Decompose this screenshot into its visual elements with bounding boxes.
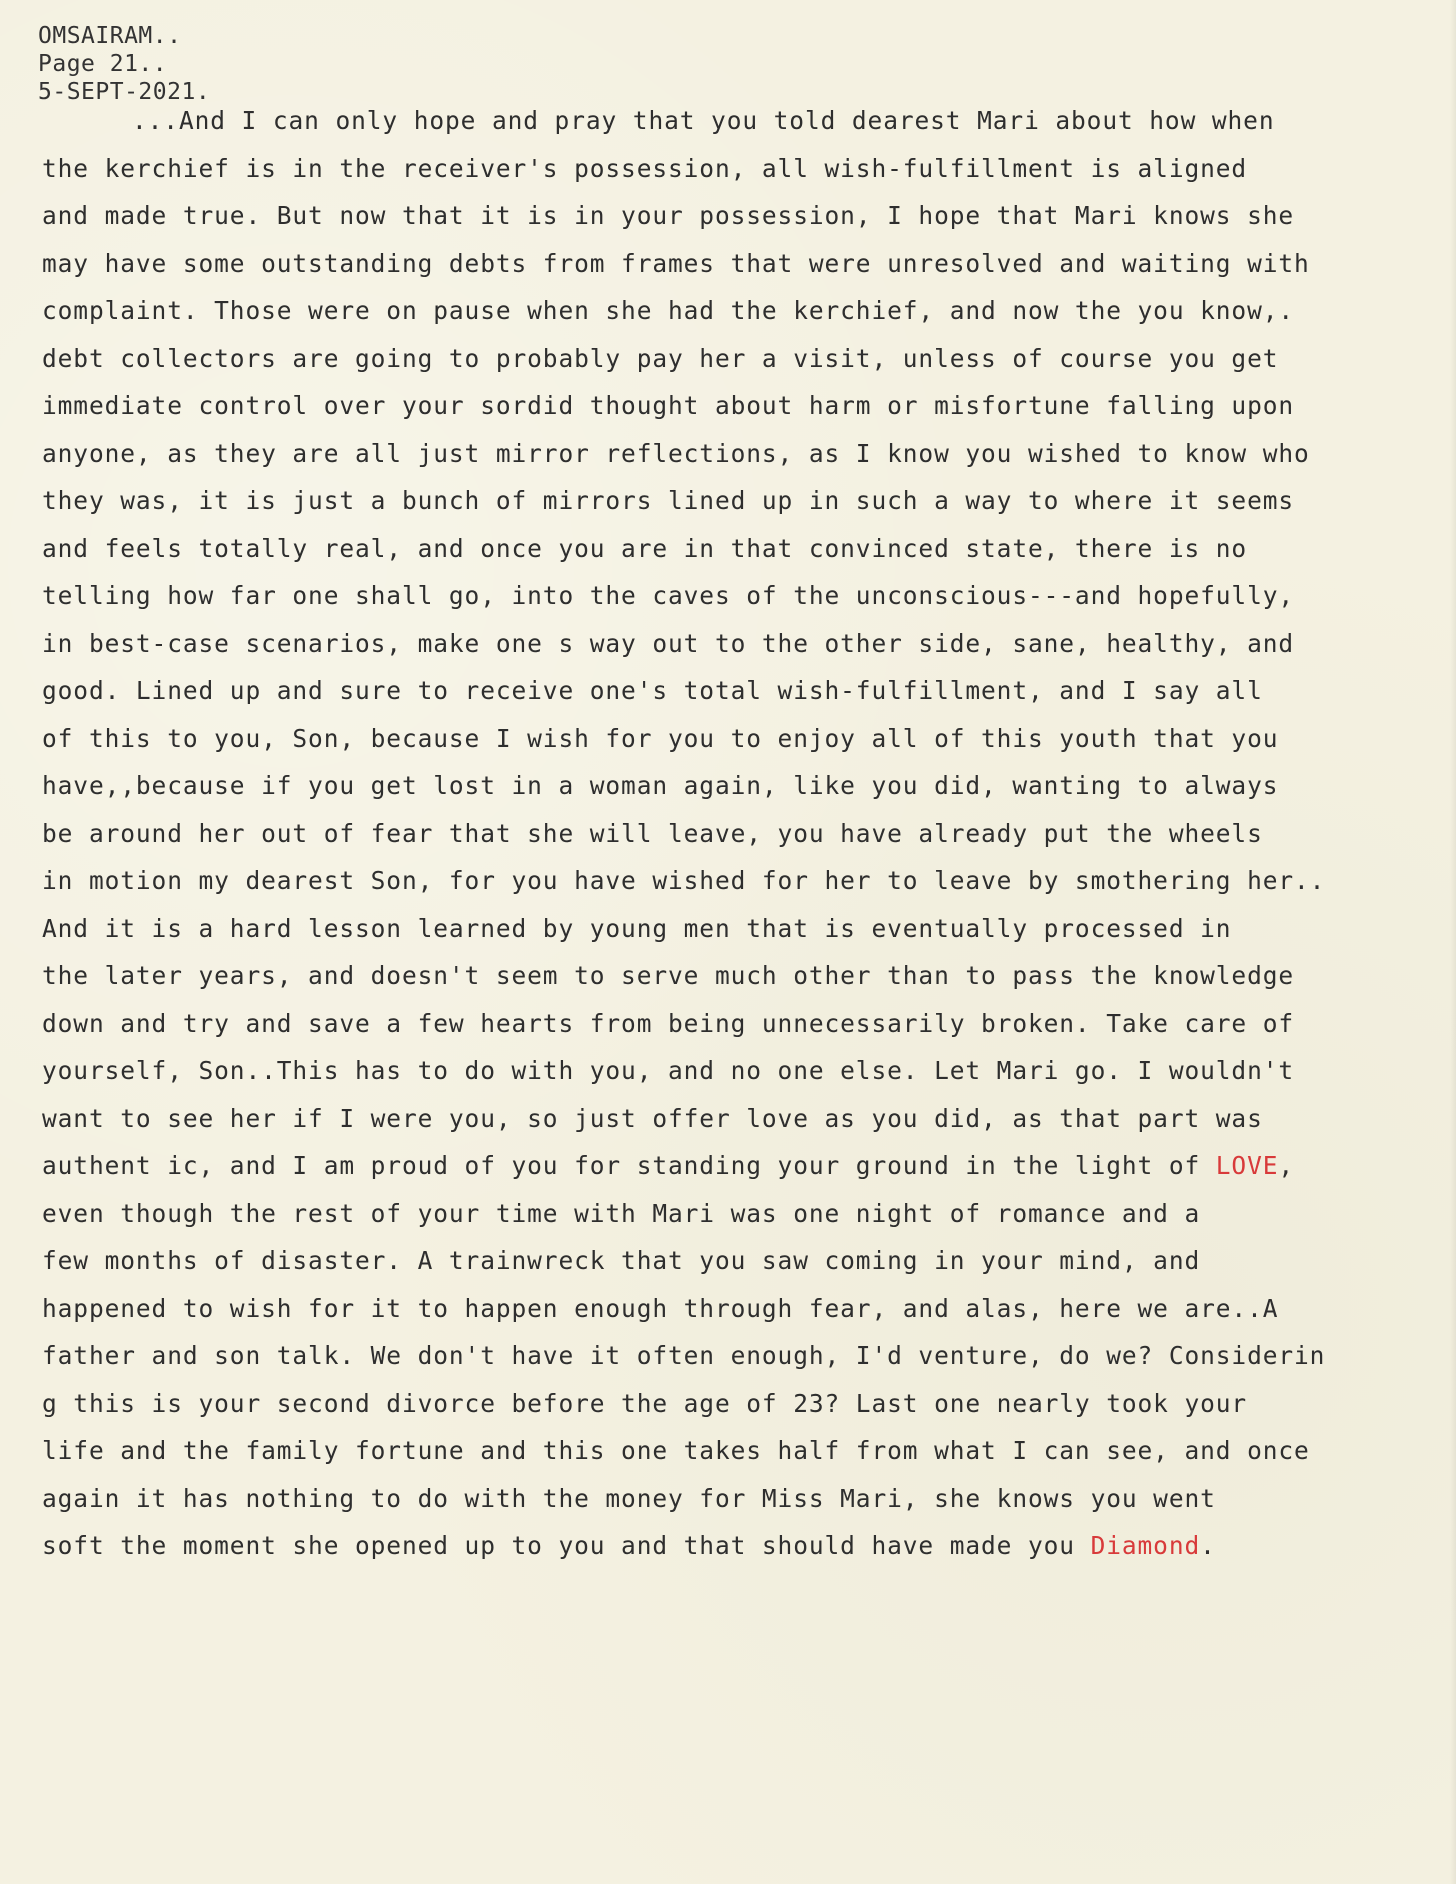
text-line: and made true. But now that it is in your possession, I hope that Mari knows she	[42, 201, 1295, 230]
text-line: be around her out of fear that she will leave, you have already put the wheels	[42, 819, 1263, 848]
text-line: may have some outstanding debts from frames that were unresolved and waiting with	[42, 249, 1310, 278]
header-title: OMSAIRAM..	[38, 23, 182, 49]
text-line-with-red-word	[42, 1151, 1294, 1181]
text-line: g this is your second divorce before the age of 23? Last one nearly took your	[42, 1389, 1248, 1418]
text-segment: .	[1200, 1531, 1216, 1560]
text-line: and feels totally real, and once you are in that convinced state, there is no	[42, 534, 1248, 563]
text-segment: authent ic, and I am proud of you for standing your ground in the light of	[42, 1151, 1216, 1180]
text-line: happened to wish for it to happen enough through fear, and alas, here we are..A	[42, 1294, 1279, 1323]
text-line: father and son talk. We don't have it often enough, I'd venture, do we? Considerin	[42, 1341, 1326, 1370]
text-line: immediate control over your sordid thought about harm or misfortune falling upon	[42, 391, 1295, 420]
text-line: of this to you, Son, because I wish for you to enjoy all of this youth that you	[42, 724, 1279, 753]
text-line: ...And I can only hope and pray that you told dearest Mari about how when	[132, 106, 1275, 135]
red-word-diamond: Diamond	[1090, 1531, 1201, 1560]
text-line: even though the rest of your time with Mari was one night of romance and a	[42, 1199, 1201, 1228]
text-line: have,,because if you get lost in a woman again, like you did, wanting to always	[42, 771, 1279, 800]
text-line: And it is a hard lesson learned by young men that is eventually processed in	[42, 914, 1232, 943]
header-page-number: Page 21..	[38, 51, 168, 77]
text-line: want to see her if I were you, so just offer love as you did, as that part was	[42, 1104, 1263, 1133]
text-line: yourself, Son..This has to do with you, and no one else. Let Mari go. I wouldn't	[42, 1056, 1295, 1085]
text-line: telling how far one shall go, into the caves of the unconscious---and hopefully,	[42, 581, 1295, 610]
text-line: they was, it is just a bunch of mirrors lined up in such a way to where it seems	[42, 486, 1295, 515]
text-line: in best-case scenarios, make one s way out to the other side, sane, healthy, and	[42, 629, 1295, 658]
text-line: in motion my dearest Son, for you have wished for her to leave by smothering her..	[42, 866, 1326, 895]
text-line: life and the family fortune and this one takes half from what I can see, and once	[42, 1436, 1310, 1465]
text-line: the kerchief is in the receiver's possession, all wish-fulfillment is aligned	[42, 154, 1248, 183]
header-date: 5-SEPT-2021.	[38, 79, 211, 105]
text-segment: soft the moment she opened up to you and that should have made you	[42, 1531, 1091, 1560]
text-line: few months of disaster. A trainwreck that you saw coming in your mind, and	[42, 1246, 1201, 1275]
text-line-with-red-word	[42, 1531, 1216, 1561]
text-line: debt collectors are going to probably pay her a visit, unless of course you get	[42, 344, 1279, 373]
text-line: good. Lined up and sure to receive one's total wish-fulfillment, and I say all	[42, 676, 1263, 705]
text-line: again it has nothing to do with the money for Miss Mari, she knows you went	[42, 1484, 1216, 1513]
page-header	[38, 22, 210, 106]
text-line: the later years, and doesn't seem to serve much other than to pass the knowledge	[42, 961, 1295, 990]
page-edge-shadow	[1450, 0, 1456, 1884]
text-line: down and try and save a few hearts from being unnecessarily broken. Take care of	[42, 1009, 1295, 1038]
text-line: anyone, as they are all just mirror reflections, as I know you wished to know who	[42, 439, 1310, 468]
red-word-love: LOVE	[1215, 1151, 1279, 1180]
text-segment: ,	[1278, 1151, 1295, 1180]
text-line: complaint. Those were on pause when she had the kerchief, and now the you know,.	[42, 296, 1295, 325]
